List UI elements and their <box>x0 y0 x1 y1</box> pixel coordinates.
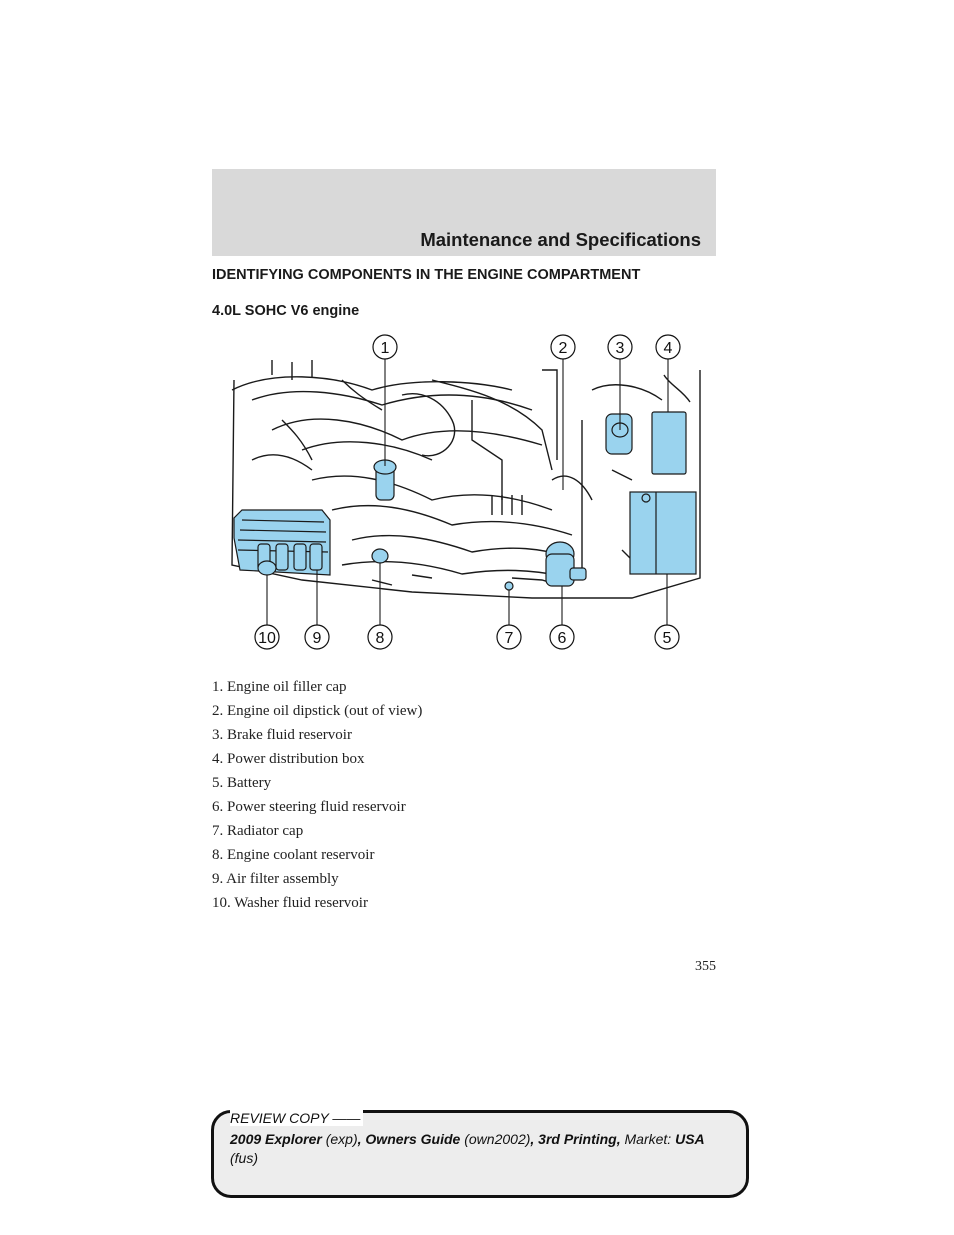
market-code: (fus) <box>230 1150 258 1166</box>
legend-item: 1. Engine oil filler cap <box>212 679 347 695</box>
callout-5: 5 <box>662 630 672 647</box>
callout-2: 2 <box>558 340 568 357</box>
legend-item: 9. Air filter assembly <box>212 871 339 887</box>
model-code: (exp) <box>325 1131 358 1147</box>
review-copy-details <box>230 1130 735 1168</box>
chapter-title: Maintenance and Specifications <box>420 229 701 250</box>
market-value: USA <box>675 1131 705 1147</box>
chapter-header-bar <box>212 169 716 256</box>
guide-name: , Owners Guide <box>357 1131 461 1147</box>
guide-code: (own2002) <box>464 1131 531 1147</box>
page-number: 355 <box>695 959 716 974</box>
legend-item: 4. Power distribution box <box>212 751 365 767</box>
callout-9: 9 <box>312 630 322 647</box>
callout-4: 4 <box>663 340 673 357</box>
legend-item: 2. Engine oil dipstick (out of view) <box>212 703 423 719</box>
engine-subtitle: 4.0L SOHC V6 engine <box>212 303 360 319</box>
legend-item: 3. Brake fluid reservoir <box>212 727 352 743</box>
market-label: Market: <box>624 1131 672 1147</box>
section-title: IDENTIFYING COMPONENTS IN THE ENGINE COMPARTMENT <box>212 267 641 283</box>
legend-item: 7. Radiator cap <box>212 823 304 839</box>
callout-8: 8 <box>375 630 385 647</box>
printing-info: , 3rd Printing, <box>530 1131 621 1147</box>
legend-item: 10. Washer fluid reservoir <box>212 895 368 911</box>
callout-7: 7 <box>504 630 514 647</box>
callout-1: 1 <box>380 340 390 357</box>
legend-item: 5. Battery <box>212 775 272 791</box>
callout-6: 6 <box>557 630 567 647</box>
callout-10: 10 <box>258 630 276 647</box>
legend-item: 6. Power steering fluid reservoir <box>212 799 406 815</box>
engine-compartment-diagram <box>212 330 716 660</box>
model-name: 2009 Explorer <box>230 1131 322 1147</box>
callout-3: 3 <box>615 340 625 357</box>
component-legend <box>212 677 422 917</box>
review-copy-label: REVIEW COPY —— <box>230 1110 363 1126</box>
legend-item: 8. Engine coolant reservoir <box>212 847 375 863</box>
